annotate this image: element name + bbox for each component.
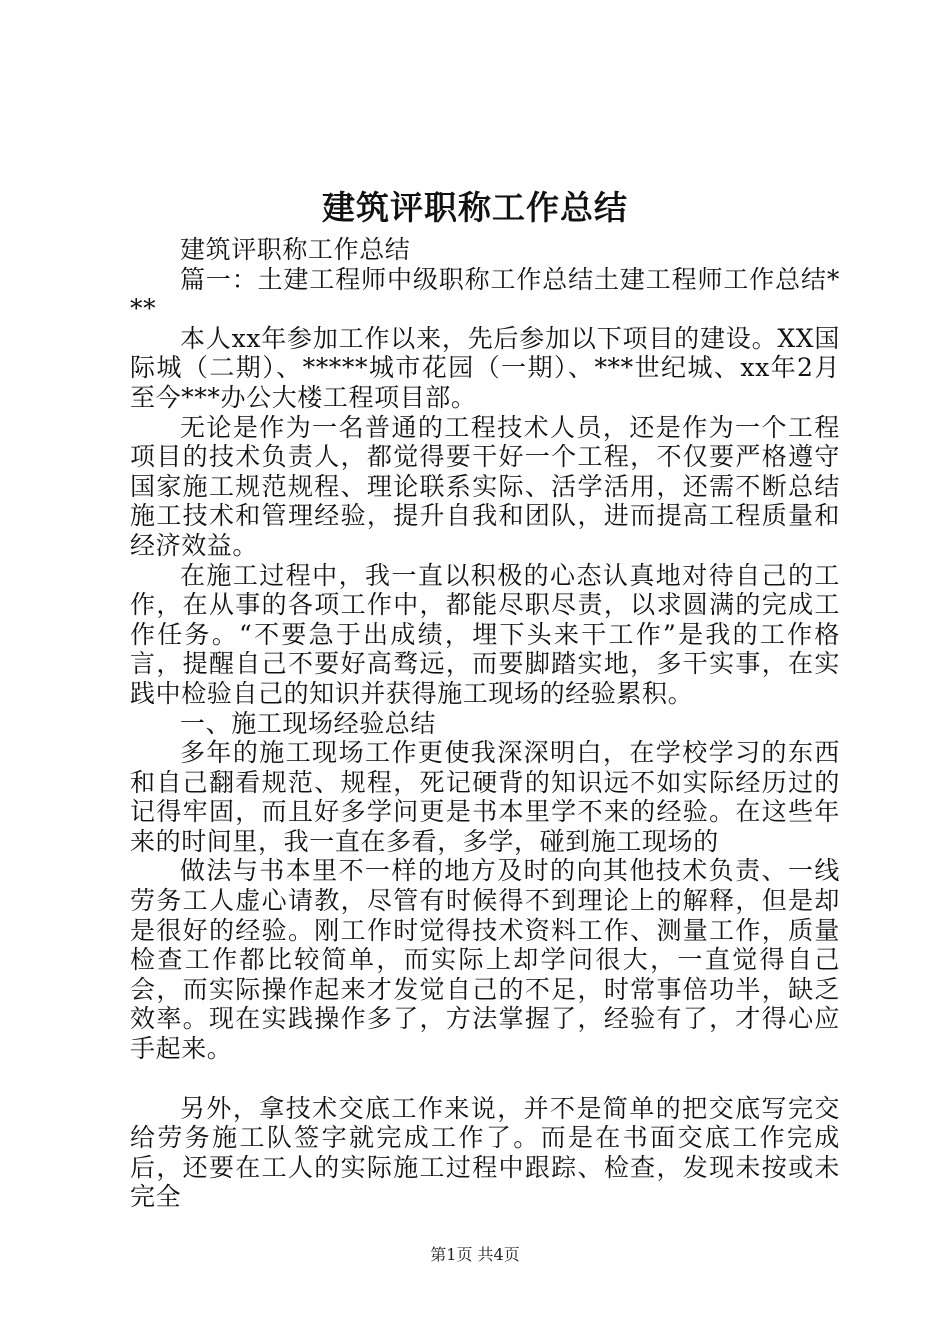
paragraph-role: 无论是作为一名普通的工程技术人员，还是作为一个工程项目的技术负责人，都觉得要干好一个工程，不仅要严格遵守国家施工规范规程、理论联系实际、活学活用，还需不断总结施工技术和管理经验，提升自我和团队，进而提高工程质量和经济效益。	[130, 412, 840, 560]
document-body	[130, 235, 840, 1212]
paragraph-technical-briefing: 另外，拿技术交底工作来说，并不是简单的把交底写完交给劳务施工队签字就完成工作了。而是在书面交底工作完成后，还要在工人的实际施工过程中跟踪、检查，发现未按或未完全	[130, 1093, 840, 1212]
page-indicator: 第1页 共4页	[430, 1245, 520, 1264]
paragraph-heading-repeat: 建筑评职称工作总结	[180, 235, 411, 264]
paragraph-intro: 本人xx年参加工作以来，先后参加以下项目的建设。XX国际城（二期）、*****城市花园（一期）、***世纪城、xx年2月至今***办公大楼工程项目部。	[130, 323, 840, 412]
document-title: 建筑评职称工作总结	[322, 188, 628, 227]
paragraph-practice: 做法与书本里不一样的地方及时的向其他技术负责、一线劳务工人虚心请教，尽管有时候得不到理论上的解释，但是却是很好的经验。刚工作时觉得技术资料工作、测量工作，质量检查工作都比较简单，而实际上却学问很大，一直觉得自己会，而实际操作起来才发觉自己的不足，时常事倍功半，缺乏效率。现在实践操作多了，方法掌握了，经验有了，才得心应手起来。	[130, 856, 840, 1064]
paragraph-part-one-title: 篇一：土建工程师中级职称工作总结土建工程师工作总结***	[130, 264, 840, 324]
section-heading-site-experience: 一、施工现场经验总结	[180, 708, 437, 738]
paragraph-site-learning: 多年的施工现场工作更使我深深明白，在学校学习的东西和自己翻看规范、规程，死记硬背的知识远不如实际经历过的记得牢固，而且好多学问更是书本里学不来的经验。在这些年来的时间里，我一直在多看，多学，碰到施工现场的	[130, 738, 840, 856]
paragraph-attitude: 在施工过程中，我一直以积极的心态认真地对待自己的工作，在从事的各项工作中，都能尽职尽责，以求圆满的完成工作任务。“不要急于出成绩，埋下头来干工作”是我的工作格言，提醒自己不要好高骛远，而要脚踏实地，多干实事，在实践中检验自己的知识并获得施工现场的经验累积。	[130, 560, 840, 708]
